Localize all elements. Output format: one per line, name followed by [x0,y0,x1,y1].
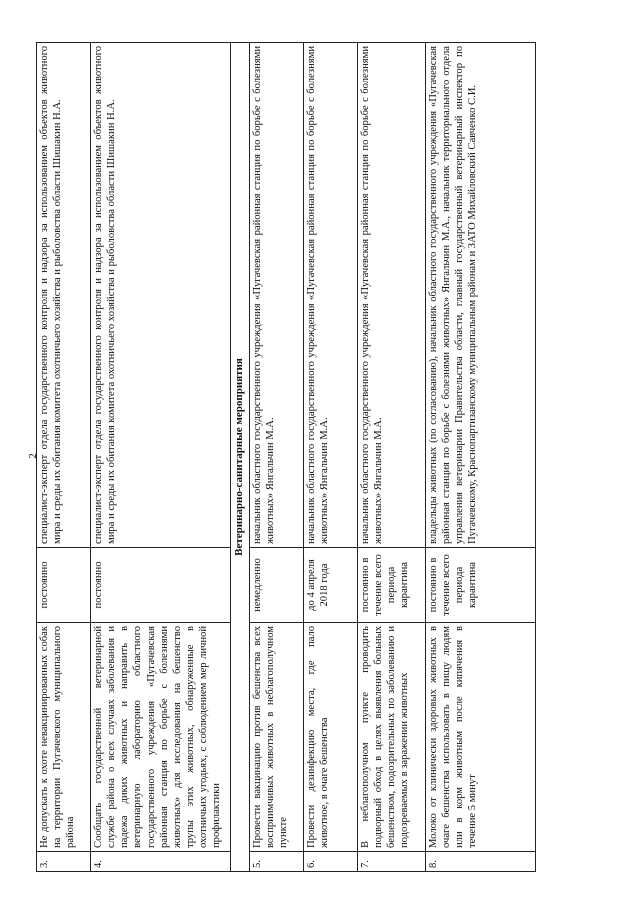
row-number: 4. [91,852,231,872]
row-term: немедленно [249,548,303,623]
table-row [357,43,425,872]
table-row [249,43,303,872]
row-number: 5. [249,852,303,872]
page-number: 2 [26,453,39,459]
row-term: постоянно в течение всего периода карантина [425,548,535,623]
table-row [303,43,357,872]
row-task: В неблагополучном пункте проводить подворный обход в целях выявления больных бешенством, подозрительных по заболеванию и подозреваемых в заражении животных [357,623,425,852]
row-term: до 4 апреля 2018 года [303,548,357,623]
row-number: 8. [425,852,535,872]
row-task: Провести вакцинацию против бешенства всех восприимчивых животных в неблагополучном пункте [249,623,303,852]
table-row [91,43,231,872]
table-row [37,43,91,872]
section-title: Ветеринарно-санитарные мероприятия [231,43,250,872]
row-responsible: специалист-эксперт отдела государственного контроля и надзора за использованием объектов животного мира и среды их обитания комитета охотничьего хозяйства и рыболовства области Шишакин Н.А. [37,43,91,548]
row-term: постоянно [37,548,91,623]
rotated-table-container [36,42,564,872]
row-number: 6. [303,852,357,872]
row-responsible: специалист-эксперт отдела государственного контроля и надзора за использованием объектов животного мира и среды их обитания комитета охотничьего хозяйства и рыболовства области Шишакин Н.А. [91,43,231,548]
row-task: Провести дезинфекцию места, где пало животное, в очаге бешенства [303,623,357,852]
row-responsible: владельцы животных (по согласованию), начальник областного государственного учреждения «Пугачевская районная станция по борьбе с болезнями животных» Янгальчин М.А., начальник территориального отдела управления ветеринарии Правительства области, главный государственный ветеринарный инспектор по Пугачевскому, Краснопартизанскому муниципальным районам и ЗАТО Михайловский Савченко С.И. [425,43,535,548]
row-term: постоянно [91,548,231,623]
row-number: 7. [357,852,425,872]
section-row [231,43,250,872]
row-task: Сообщать государственной ветеринарной службе района о всех случаях заболевания и падежа диких животных и направить в ветеринарную лабораторию областного государственного учреждения «Пугачевская районная станция по борьбе с болезнями животных» для исследования на бешенство трупы этих животных, обнаруженные в охотничьих угодьях, с соблюдением мер личной профилактики [91,623,231,852]
row-term: постоянно в течение всего периода карантина [357,548,425,623]
row-number: 3. [37,852,91,872]
row-responsible: начальник областного государственного учреждения «Пугачевская районная станция по борьбе с болезнями животных» Янгальчин М.А. [249,43,303,548]
row-responsible: начальник областного государственного учреждения «Пугачевская районная станция по борьбе с болезнями животных» Янгальчин М.А. [303,43,357,548]
row-task: Молоко от клинически здоровых животных в очаге бешенства использовать в пищу людям или в корм животным после кипячения в течение 5 минут [425,623,535,852]
table-row [425,43,535,872]
measures-table [36,42,536,872]
row-responsible: начальник областного государственного учреждения «Пугачевская районная станция по борьбе с болезнями животных» Янгальчин М.А. [357,43,425,548]
row-task: Не допускать к охоте невакцинированных собак на территории Пугачевского муниципального района [37,623,91,852]
